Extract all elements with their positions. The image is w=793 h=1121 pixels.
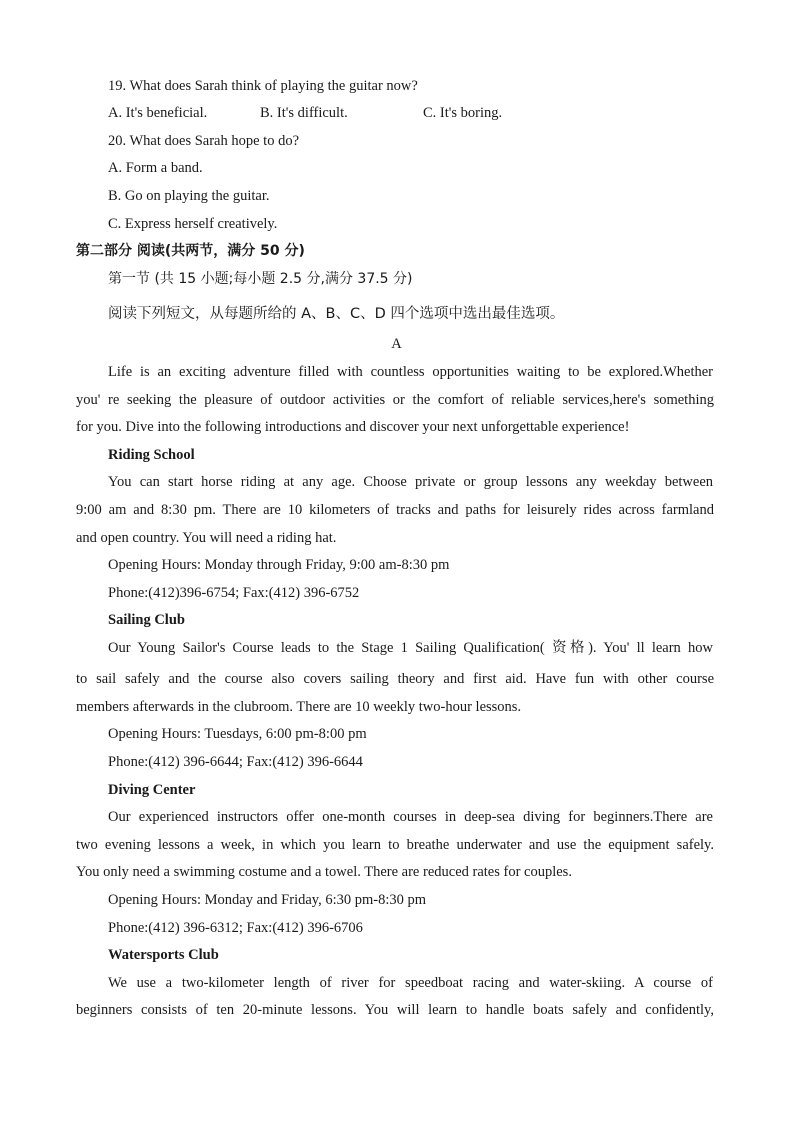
riding-heading: Riding School xyxy=(108,447,195,463)
passage-label: A xyxy=(391,336,402,352)
q19-option-a: A. It's beneficial. xyxy=(108,105,208,121)
diving-phone: Phone:(412) 396-6312; Fax:(412) 396-6706 xyxy=(108,920,363,936)
riding-hours: Opening Hours: Monday through Friday, 9:00 am-8:30 pm xyxy=(108,557,450,573)
part-title: 第二部分 阅读(共两节，满分 50 分) xyxy=(76,243,305,259)
riding-phone: Phone:(412)396-6754; Fax:(412) 396-6752 xyxy=(108,585,360,601)
sailing-phone: Phone:(412) 396-6644; Fax:(412) 396-6644 xyxy=(108,754,363,770)
question-19: 19. What does Sarah think of playing the guitar now? xyxy=(108,78,418,94)
q20-option-a: A. Form a band. xyxy=(108,160,203,176)
riding-body-line: 9:00 am and 8:30 pm. There are 10 kilometers of tracks and paths for leisurely rides across farmland xyxy=(76,502,714,518)
watersports-body-line: beginners consists of ten 20-minute lessons. You will learn to handle boats safely and confidently, xyxy=(76,1002,714,1018)
question-20: 20. What does Sarah hope to do? xyxy=(108,133,300,149)
instruction: 阅读下列短文，从每题所给的 A、B、C、D 四个选项中选出最佳选项。 xyxy=(108,306,565,322)
riding-body-line: and open country. You will need a riding hat. xyxy=(76,530,337,546)
intro-line: for you. Dive into the following introductions and discover your next unforgettable experience! xyxy=(76,419,630,435)
sailing-heading: Sailing Club xyxy=(108,612,185,628)
sailing-hours: Opening Hours: Tuesdays, 6:00 pm-8:00 pm xyxy=(108,726,367,742)
q20-option-b: B. Go on playing the guitar. xyxy=(108,188,270,204)
q19-option-c: C. It's boring. xyxy=(423,105,503,121)
sailing-body-line: to sail safely and the course also covers sailing theory and first aid. Have fun with other course xyxy=(76,671,714,687)
diving-body-line: two evening lessons a week, in which you learn to breathe underwater and use the equipment safely. xyxy=(76,837,714,853)
watersports-body-line: We use a two-kilometer length of river for speedboat racing and water-skiing. A course of xyxy=(108,975,713,991)
diving-body-line: Our experienced instructors offer one-month courses in deep-sea diving for beginners.There are xyxy=(108,809,713,825)
intro-line: Life is an exciting adventure filled with countless opportunities waiting to be explored.Whether xyxy=(108,364,713,380)
sailing-body-line: Our Young Sailor's Course leads to the Stage 1 Sailing Qualification( 资格). You' ll learn how xyxy=(108,640,713,656)
section-title: 第一节 (共 15 小题;每小题 2.5 分,满分 37.5 分) xyxy=(108,271,413,287)
diving-heading: Diving Center xyxy=(108,782,196,798)
sailing-body-line: members afterwards in the clubroom. There are 10 weekly two-hour lessons. xyxy=(76,699,522,715)
watersports-heading: Watersports Club xyxy=(108,947,219,963)
diving-hours: Opening Hours: Monday and Friday, 6:30 pm-8:30 pm xyxy=(108,892,427,908)
intro-line: you' re seeking the pleasure of outdoor activities or the comfort of reliable services,here's something xyxy=(76,392,714,408)
riding-body-line: You can start horse riding at any age. Choose private or group lessons any weekday between xyxy=(108,474,713,490)
q20-option-c: C. Express herself creatively. xyxy=(108,216,278,232)
diving-body-line: You only need a swimming costume and a towel. There are reduced rates for couples. xyxy=(76,864,572,880)
q19-option-b: B. It's difficult. xyxy=(260,105,348,121)
